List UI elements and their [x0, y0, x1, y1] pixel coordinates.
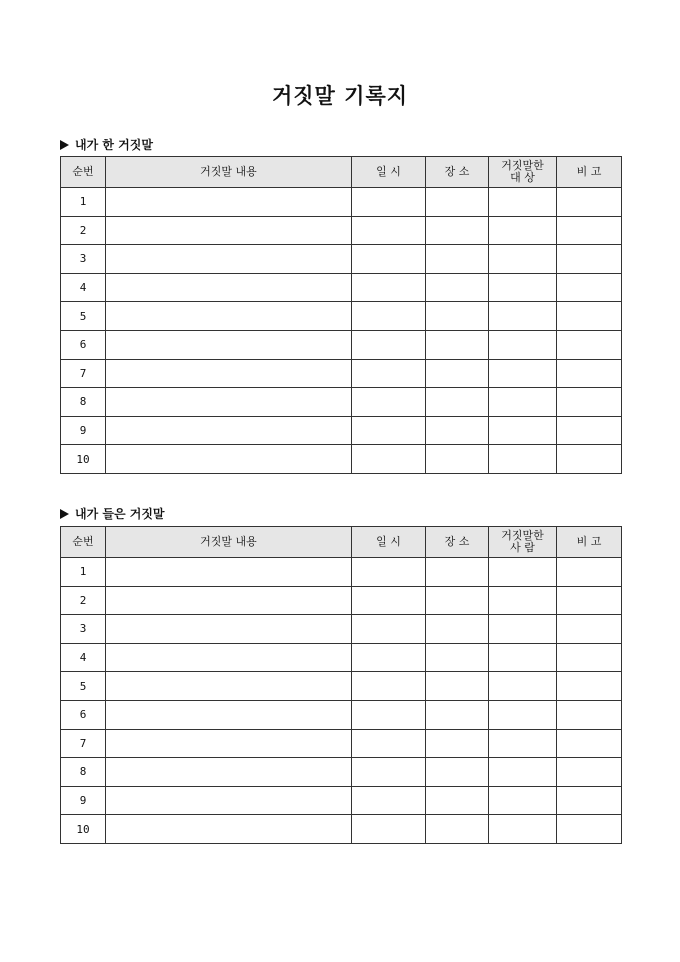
place-cell[interactable]	[426, 586, 489, 615]
place-cell[interactable]	[426, 216, 489, 245]
date-cell[interactable]	[352, 359, 426, 388]
target-cell[interactable]	[489, 786, 557, 815]
row-number: 9	[61, 786, 106, 815]
target-cell[interactable]	[489, 359, 557, 388]
content-cell[interactable]	[106, 302, 352, 331]
place-cell[interactable]	[426, 558, 489, 587]
place-cell[interactable]	[426, 302, 489, 331]
header-content: 거짓말 내용	[106, 527, 352, 558]
note-cell[interactable]	[557, 302, 622, 331]
date-cell[interactable]	[352, 672, 426, 701]
content-cell[interactable]	[106, 815, 352, 844]
triangle-bullet-icon	[60, 140, 69, 150]
place-cell[interactable]	[426, 615, 489, 644]
target-cell[interactable]	[489, 586, 557, 615]
content-cell[interactable]	[106, 188, 352, 217]
target-cell[interactable]	[489, 672, 557, 701]
note-cell[interactable]	[557, 273, 622, 302]
triangle-bullet-icon	[60, 509, 69, 519]
header-no: 순번	[61, 527, 106, 558]
header-target	[489, 157, 557, 188]
target-cell[interactable]	[489, 643, 557, 672]
place-cell[interactable]	[426, 245, 489, 274]
place-cell[interactable]	[426, 643, 489, 672]
content-cell[interactable]	[106, 700, 352, 729]
header-no: 순번	[61, 157, 106, 188]
told-lies-table	[60, 156, 622, 474]
place-cell[interactable]	[426, 416, 489, 445]
content-cell[interactable]	[106, 330, 352, 359]
header-date: 일 시	[352, 527, 426, 558]
table-row	[61, 359, 622, 388]
header-target-line2: 사 람	[510, 541, 535, 554]
place-cell[interactable]	[426, 758, 489, 787]
date-cell[interactable]	[352, 786, 426, 815]
table-row	[61, 416, 622, 445]
date-cell[interactable]	[352, 245, 426, 274]
table-row	[61, 729, 622, 758]
content-cell[interactable]	[106, 558, 352, 587]
target-cell[interactable]	[489, 615, 557, 644]
note-cell[interactable]	[557, 786, 622, 815]
table-row	[61, 245, 622, 274]
header-note: 비 고	[557, 527, 622, 558]
date-cell[interactable]	[352, 273, 426, 302]
section-title: 내가 한 거짓말	[75, 138, 153, 152]
place-cell[interactable]	[426, 786, 489, 815]
note-cell[interactable]	[557, 359, 622, 388]
header-target-line2: 대 상	[510, 171, 535, 184]
header-target	[489, 527, 557, 558]
row-number: 10	[61, 815, 106, 844]
table-row	[61, 302, 622, 331]
content-cell[interactable]	[106, 273, 352, 302]
table-header-row	[61, 527, 622, 558]
header-target-line1: 거짓말한	[501, 529, 544, 542]
note-cell[interactable]	[557, 188, 622, 217]
note-cell[interactable]	[557, 245, 622, 274]
place-cell[interactable]	[426, 815, 489, 844]
heard-lies-table	[60, 526, 622, 844]
table-row	[61, 700, 622, 729]
date-cell[interactable]	[352, 416, 426, 445]
note-cell[interactable]	[557, 330, 622, 359]
table-row	[61, 445, 622, 474]
row-number: 6	[61, 700, 106, 729]
target-cell[interactable]	[489, 558, 557, 587]
date-cell[interactable]	[352, 445, 426, 474]
content-cell[interactable]	[106, 586, 352, 615]
table-row	[61, 815, 622, 844]
table-row	[61, 786, 622, 815]
table-row	[61, 330, 622, 359]
table-row	[61, 586, 622, 615]
row-number: 5	[61, 672, 106, 701]
row-number: 1	[61, 188, 106, 217]
content-cell[interactable]	[106, 643, 352, 672]
table-row	[61, 615, 622, 644]
target-cell[interactable]	[489, 302, 557, 331]
content-cell[interactable]	[106, 672, 352, 701]
row-number: 2	[61, 216, 106, 245]
header-date: 일 시	[352, 157, 426, 188]
target-cell[interactable]	[489, 700, 557, 729]
target-cell[interactable]	[489, 416, 557, 445]
row-number: 10	[61, 445, 106, 474]
date-cell[interactable]	[352, 188, 426, 217]
date-cell[interactable]	[352, 558, 426, 587]
header-content: 거짓말 내용	[106, 157, 352, 188]
content-cell[interactable]	[106, 216, 352, 245]
row-number: 3	[61, 615, 106, 644]
row-number: 6	[61, 330, 106, 359]
target-cell[interactable]	[489, 815, 557, 844]
date-cell[interactable]	[352, 815, 426, 844]
note-cell[interactable]	[557, 586, 622, 615]
header-note: 비 고	[557, 157, 622, 188]
note-cell[interactable]	[557, 388, 622, 417]
table-header-row	[61, 157, 622, 188]
date-cell[interactable]	[352, 388, 426, 417]
table-row	[61, 643, 622, 672]
note-cell[interactable]	[557, 445, 622, 474]
header-target-line1: 거짓말한	[501, 159, 544, 172]
date-cell[interactable]	[352, 729, 426, 758]
table-row	[61, 188, 622, 217]
page-title: 거짓말 기록지	[271, 83, 409, 108]
content-cell[interactable]	[106, 758, 352, 787]
table-row	[61, 672, 622, 701]
content-cell[interactable]	[106, 615, 352, 644]
section-title: 내가 들은 거짓말	[75, 507, 165, 521]
section-label-heard-lies	[60, 505, 165, 522]
note-cell[interactable]	[557, 815, 622, 844]
content-cell[interactable]	[106, 245, 352, 274]
note-cell[interactable]	[557, 729, 622, 758]
date-cell[interactable]	[352, 586, 426, 615]
table-row	[61, 388, 622, 417]
row-number: 7	[61, 359, 106, 388]
target-cell[interactable]	[489, 273, 557, 302]
row-number: 4	[61, 273, 106, 302]
target-cell[interactable]	[489, 245, 557, 274]
row-number: 3	[61, 245, 106, 274]
row-number: 5	[61, 302, 106, 331]
table-row	[61, 758, 622, 787]
content-cell[interactable]	[106, 729, 352, 758]
note-cell[interactable]	[557, 615, 622, 644]
row-number: 1	[61, 558, 106, 587]
content-cell[interactable]	[106, 416, 352, 445]
note-cell[interactable]	[557, 700, 622, 729]
place-cell[interactable]	[426, 388, 489, 417]
content-cell[interactable]	[106, 388, 352, 417]
target-cell[interactable]	[489, 216, 557, 245]
table-row	[61, 273, 622, 302]
row-number: 7	[61, 729, 106, 758]
target-cell[interactable]	[489, 188, 557, 217]
date-cell[interactable]	[352, 330, 426, 359]
row-number: 9	[61, 416, 106, 445]
place-cell[interactable]	[426, 700, 489, 729]
place-cell[interactable]	[426, 273, 489, 302]
date-cell[interactable]	[352, 615, 426, 644]
row-number: 2	[61, 586, 106, 615]
row-number: 8	[61, 758, 106, 787]
note-cell[interactable]	[557, 643, 622, 672]
date-cell[interactable]	[352, 758, 426, 787]
section-label-told-lies	[60, 136, 153, 153]
target-cell[interactable]	[489, 388, 557, 417]
place-cell[interactable]	[426, 445, 489, 474]
place-cell[interactable]	[426, 359, 489, 388]
date-cell[interactable]	[352, 302, 426, 331]
date-cell[interactable]	[352, 216, 426, 245]
date-cell[interactable]	[352, 700, 426, 729]
note-cell[interactable]	[557, 416, 622, 445]
table-row	[61, 216, 622, 245]
place-cell[interactable]	[426, 672, 489, 701]
note-cell[interactable]	[557, 558, 622, 587]
header-place: 장 소	[426, 157, 489, 188]
content-cell[interactable]	[106, 359, 352, 388]
note-cell[interactable]	[557, 216, 622, 245]
target-cell[interactable]	[489, 729, 557, 758]
row-number: 4	[61, 643, 106, 672]
place-cell[interactable]	[426, 188, 489, 217]
target-cell[interactable]	[489, 758, 557, 787]
row-number: 8	[61, 388, 106, 417]
target-cell[interactable]	[489, 330, 557, 359]
note-cell[interactable]	[557, 672, 622, 701]
content-cell[interactable]	[106, 786, 352, 815]
place-cell[interactable]	[426, 729, 489, 758]
target-cell[interactable]	[489, 445, 557, 474]
table-row	[61, 558, 622, 587]
date-cell[interactable]	[352, 643, 426, 672]
header-place: 장 소	[426, 527, 489, 558]
content-cell[interactable]	[106, 445, 352, 474]
place-cell[interactable]	[426, 330, 489, 359]
note-cell[interactable]	[557, 758, 622, 787]
